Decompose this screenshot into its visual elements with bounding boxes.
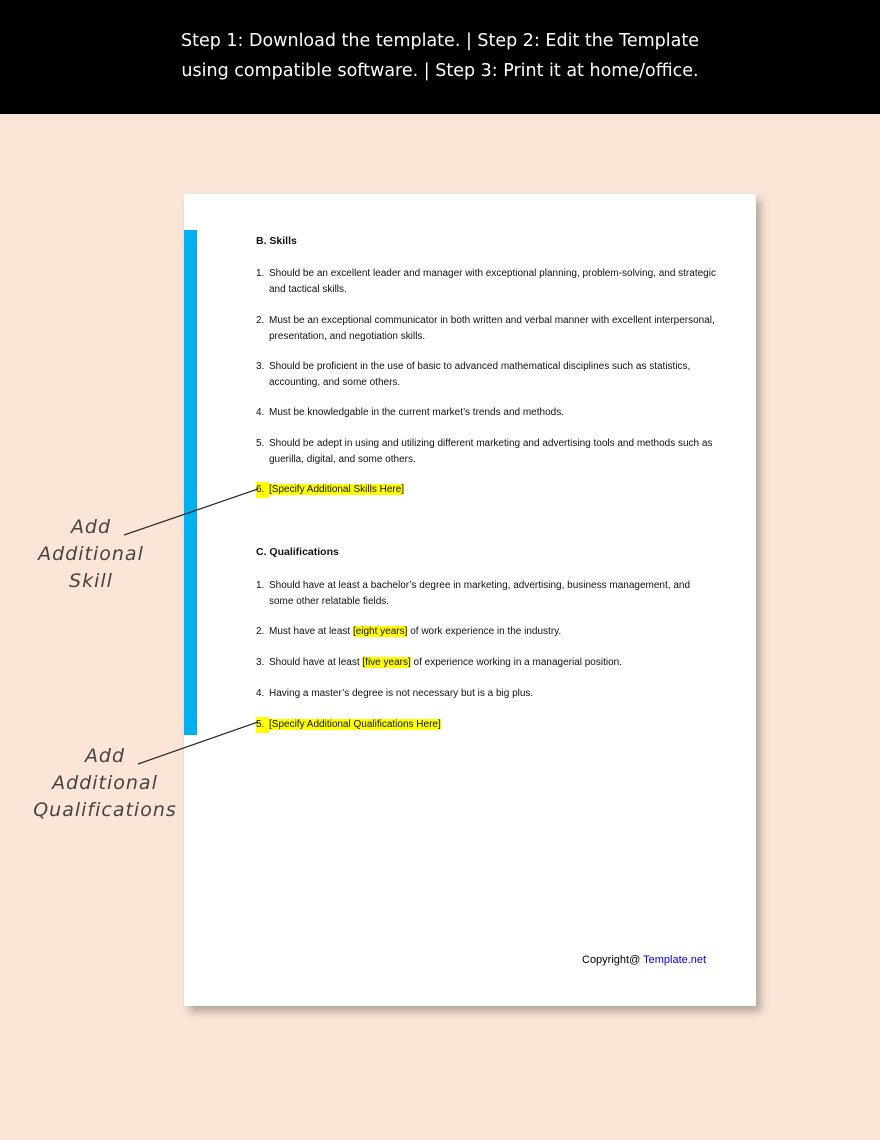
list-item: 5. Should be adept in using and utilizing different marketing and advertising tools and methods such as guerilla, digital, and some others. — [256, 438, 713, 465]
qualifications-heading: C. Qualifications — [256, 546, 339, 558]
list-item: 1. Should be an excellent leader and manager with exceptional planning, problem-solving, and strategic and tactical skills. — [256, 268, 716, 295]
callout-add-skill: Add Additional Skill — [38, 516, 144, 592]
managerial-years-field[interactable]: [five years] — [362, 657, 411, 668]
callout-add-qualifications: Add Additional Qualifications — [33, 745, 177, 821]
list-item: 3. Should be proficient in the use of basic to advanced mathematical disciplines such as statistics, accounting, and some others. — [256, 361, 691, 388]
list-item: 1. Should have at least a bachelor’s degree in marketing, advertising, business management, and some other relatable fields. — [256, 580, 691, 607]
banner-line-2: using compatible software. | Step 3: Print it at home/office. — [181, 61, 699, 81]
banner-line-1: Step 1: Download the template. | Step 2: Edit the Template — [180, 31, 699, 51]
qualifications-placeholder-item[interactable]: 5. [Specify Additional Qualifications Here] — [256, 717, 716, 733]
qualifications-placeholder[interactable]: [Specify Additional Qualifications Here] — [269, 719, 441, 730]
experience-years-field[interactable]: [eight years] — [352, 626, 408, 637]
qualifications-callout-line — [138, 722, 258, 764]
list-item: 2. Must be an exceptional communicator in both written and verbal manner with excellent interpersonal, presentation, and negotiation skills. — [256, 315, 715, 342]
list-item: 3. Should have at least [five years] of experience working in a managerial position. — [256, 657, 622, 668]
list-item: 2. Must have at least [eight years] of work experience in the industry. — [256, 626, 562, 637]
skills-placeholder[interactable]: [Specify Additional Skills Here] — [269, 484, 405, 495]
list-item: 4. Having a master’s degree is not necessary but is a big plus. — [256, 688, 534, 699]
list-item: 4. Must be knowledgable in the current market’s trends and methods. — [256, 407, 564, 418]
template-net-link[interactable]: Template.net — [643, 954, 707, 966]
skill-callout-line — [124, 489, 258, 535]
copyright-notice: Copyright@ Template.net — [582, 954, 707, 966]
skills-heading: B. Skills — [256, 235, 297, 247]
skills-placeholder-item[interactable]: 6. [Specify Additional Skills Here] — [256, 482, 716, 498]
